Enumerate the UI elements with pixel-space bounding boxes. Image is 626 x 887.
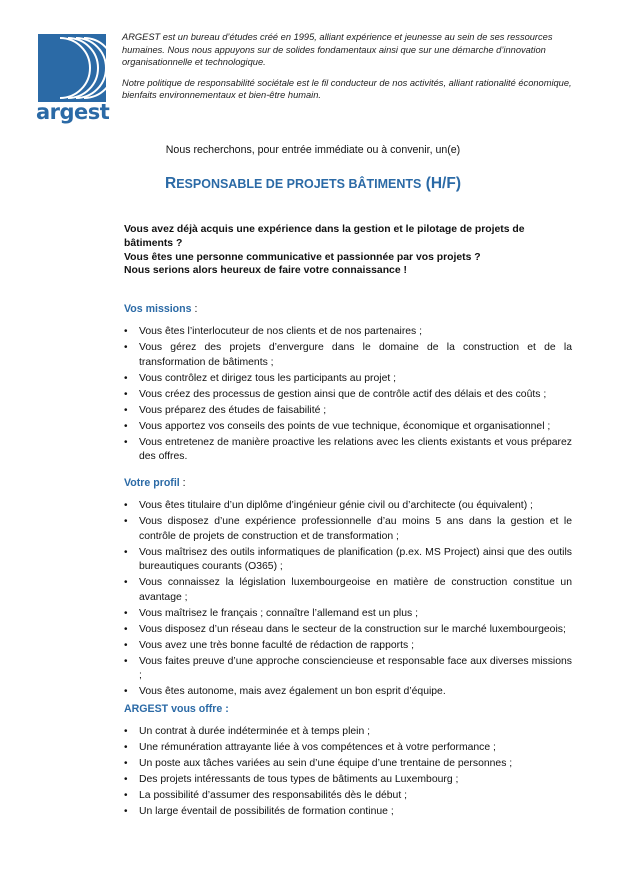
- bullet-icon: •: [124, 623, 128, 635]
- list-item: [124, 773, 572, 788]
- missions-list: [124, 325, 572, 465]
- profil-list: [124, 499, 572, 700]
- question-1: Vous avez déjà acquis une expérience dans la gestion et le pilotage de projets de bâtiments ?: [124, 224, 525, 249]
- list-item: [124, 655, 572, 684]
- list-item-text: Vous maîtrisez des outils informatiques de planification (p.ex. MS Project) ainsi que des outils bureautiques courants (O365) ;: [139, 546, 572, 572]
- list-item: [124, 805, 572, 820]
- company-intro: [122, 31, 584, 110]
- list-item: [124, 741, 572, 756]
- list-item-text: Un large éventail de possibilités de formation continue ;: [139, 806, 394, 817]
- list-item: [124, 436, 572, 465]
- bullet-icon: •: [124, 546, 128, 558]
- bullet-icon: •: [124, 742, 128, 753]
- list-item: [124, 546, 572, 575]
- bullet-icon: •: [124, 342, 128, 353]
- job-title: [0, 175, 626, 193]
- profil-heading-text: Votre profil: [124, 477, 180, 489]
- bullet-icon: •: [124, 388, 128, 400]
- list-item: [124, 420, 572, 435]
- list-item-text: Vous faites preuve d’une approche consciencieuse et responsable face aux diverses missions ;: [139, 655, 572, 681]
- list-item-text: Vous contrôlez et dirigez tous les participants au projet ;: [139, 372, 397, 384]
- offre-section: [124, 703, 572, 821]
- bullet-icon: •: [124, 436, 128, 448]
- list-item-text: La possibilité d’assumer des responsabilités dès le début ;: [139, 790, 408, 801]
- job-title-initial: R: [165, 175, 177, 192]
- argest-logo: [36, 34, 108, 124]
- logo-arcs-icon: [38, 34, 106, 102]
- question-2: Vous êtes une personne communicative et passionnée par vos projets ?: [124, 251, 481, 263]
- list-item-text: Un contrat à durée indéterminée et à temps plein ;: [139, 726, 371, 737]
- intro-paragraph-2: Notre politique de responsabilité sociétale est le fil conducteur de nos activités, alliant rationalité économique, bienfaits environnementaux et bien-être humain.: [122, 77, 572, 100]
- job-title-hf: (H/F): [421, 175, 461, 192]
- bullet-icon: •: [124, 577, 128, 588]
- offre-list: [124, 725, 572, 820]
- list-item: [124, 515, 572, 544]
- list-item: [124, 576, 572, 605]
- logo-wordmark: argest: [36, 100, 110, 124]
- lead-sentence: Nous recherchons, pour entrée immédiate ou à convenir, un(e): [165, 144, 461, 156]
- list-item-text: Vous maîtrisez le français ; connaître l’allemand est un plus ;: [139, 607, 418, 619]
- list-item-text: Vous apportez vos conseils des points de vue technique, économique et organisationnel ;: [139, 420, 551, 432]
- list-item: [124, 341, 572, 370]
- list-item-text: Un poste aux tâches variées au sein d’une équipe d’une trentaine de personnes ;: [139, 758, 513, 769]
- list-item: [124, 404, 572, 419]
- list-item-text: Vous êtes l’interlocuteur de nos clients et de nos partenaires ;: [139, 326, 423, 337]
- list-item: [124, 325, 572, 340]
- bullet-icon: •: [124, 758, 128, 769]
- bullet-icon: •: [124, 404, 128, 416]
- list-item-text: Vous entretenez de manière proactive les relations avec les clients existants et vous préparez des offres.: [139, 436, 572, 462]
- list-item-text: Vous avez une très bonne faculté de rédaction de rapports ;: [139, 639, 414, 651]
- list-item: [124, 372, 572, 387]
- bullet-icon: •: [124, 500, 128, 511]
- bullet-icon: •: [124, 655, 128, 667]
- list-item: [124, 623, 572, 638]
- list-item: [124, 639, 572, 654]
- bullet-icon: •: [124, 790, 128, 801]
- bullet-icon: •: [124, 420, 128, 432]
- list-item: [124, 388, 572, 403]
- list-item-text: Vous êtes autonome, mais avez également un bon esprit d’équipe.: [139, 686, 446, 697]
- bullet-icon: •: [124, 607, 128, 619]
- list-item-text: Une rémunération attrayante liée à vos compétences et à votre performance ;: [139, 742, 496, 753]
- job-title-rest: ESPONSABLE DE PROJETS BÂTIMENTS: [176, 177, 422, 191]
- list-item-text: Vous êtes titulaire d’un diplôme d’ingénieur génie civil ou d’architecte (ou équivalent) ;: [139, 500, 533, 511]
- bullet-icon: •: [124, 686, 128, 697]
- bullet-icon: •: [124, 326, 128, 337]
- list-item-text: Vous connaissez la législation luxembourgeoise en matière de construction constitue un avantage ;: [139, 577, 572, 603]
- missions-heading: [124, 303, 572, 315]
- list-item-text: Vous disposez d’un réseau dans le secteur de la construction sur le marché luxembourgeois;: [139, 623, 566, 635]
- list-item-text: Vous gérez des projets d’envergure dans le domaine de la construction et de la transformation de bâtiments ;: [139, 342, 572, 368]
- bullet-icon: •: [124, 774, 128, 785]
- list-item: [124, 725, 572, 740]
- bullet-icon: •: [124, 806, 128, 817]
- question-3: Nous serions alors heureux de faire votre connaissance !: [124, 265, 407, 277]
- profil-heading-colon: :: [179, 477, 186, 489]
- offre-heading: ARGEST vous offre :: [124, 703, 229, 715]
- bullet-icon: •: [124, 516, 128, 527]
- list-item: [124, 607, 572, 622]
- bullet-icon: •: [124, 726, 128, 737]
- bullet-icon: •: [124, 639, 128, 651]
- list-item-text: Vous préparez des études de faisabilité ;: [139, 404, 327, 416]
- missions-section: [124, 303, 572, 466]
- profil-section: [124, 477, 572, 701]
- bullet-icon: •: [124, 372, 128, 384]
- list-item-text: Vous créez des processus de gestion ainsi que de contrôle actif des délais et des coûts ;: [139, 388, 547, 400]
- intro-paragraph-1: ARGEST est un bureau d’études créé en 1995, alliant expérience et jeunesse au sein de ses ressources humaines. Nous nous appuyons sur de solides fondamentaux ainsi que sur une démarche d’innovation organisationnelle et technologique.: [122, 32, 553, 67]
- list-item-text: Des projets intéressants de tous types de bâtiments au Luxembourg ;: [139, 774, 459, 785]
- list-item: [124, 685, 572, 700]
- list-item: [124, 757, 572, 772]
- list-item-text: Vous disposez d’une expérience professionnelle d’au moins 5 ans dans la gestion et le contrôle de projets de construction et de transformation ;: [139, 516, 572, 542]
- profil-heading: [124, 477, 572, 489]
- intro-questions: [124, 223, 574, 278]
- list-item: [124, 789, 572, 804]
- list-item: [124, 499, 572, 514]
- missions-heading-colon: :: [191, 303, 198, 315]
- missions-heading-text: Vos missions: [124, 303, 192, 315]
